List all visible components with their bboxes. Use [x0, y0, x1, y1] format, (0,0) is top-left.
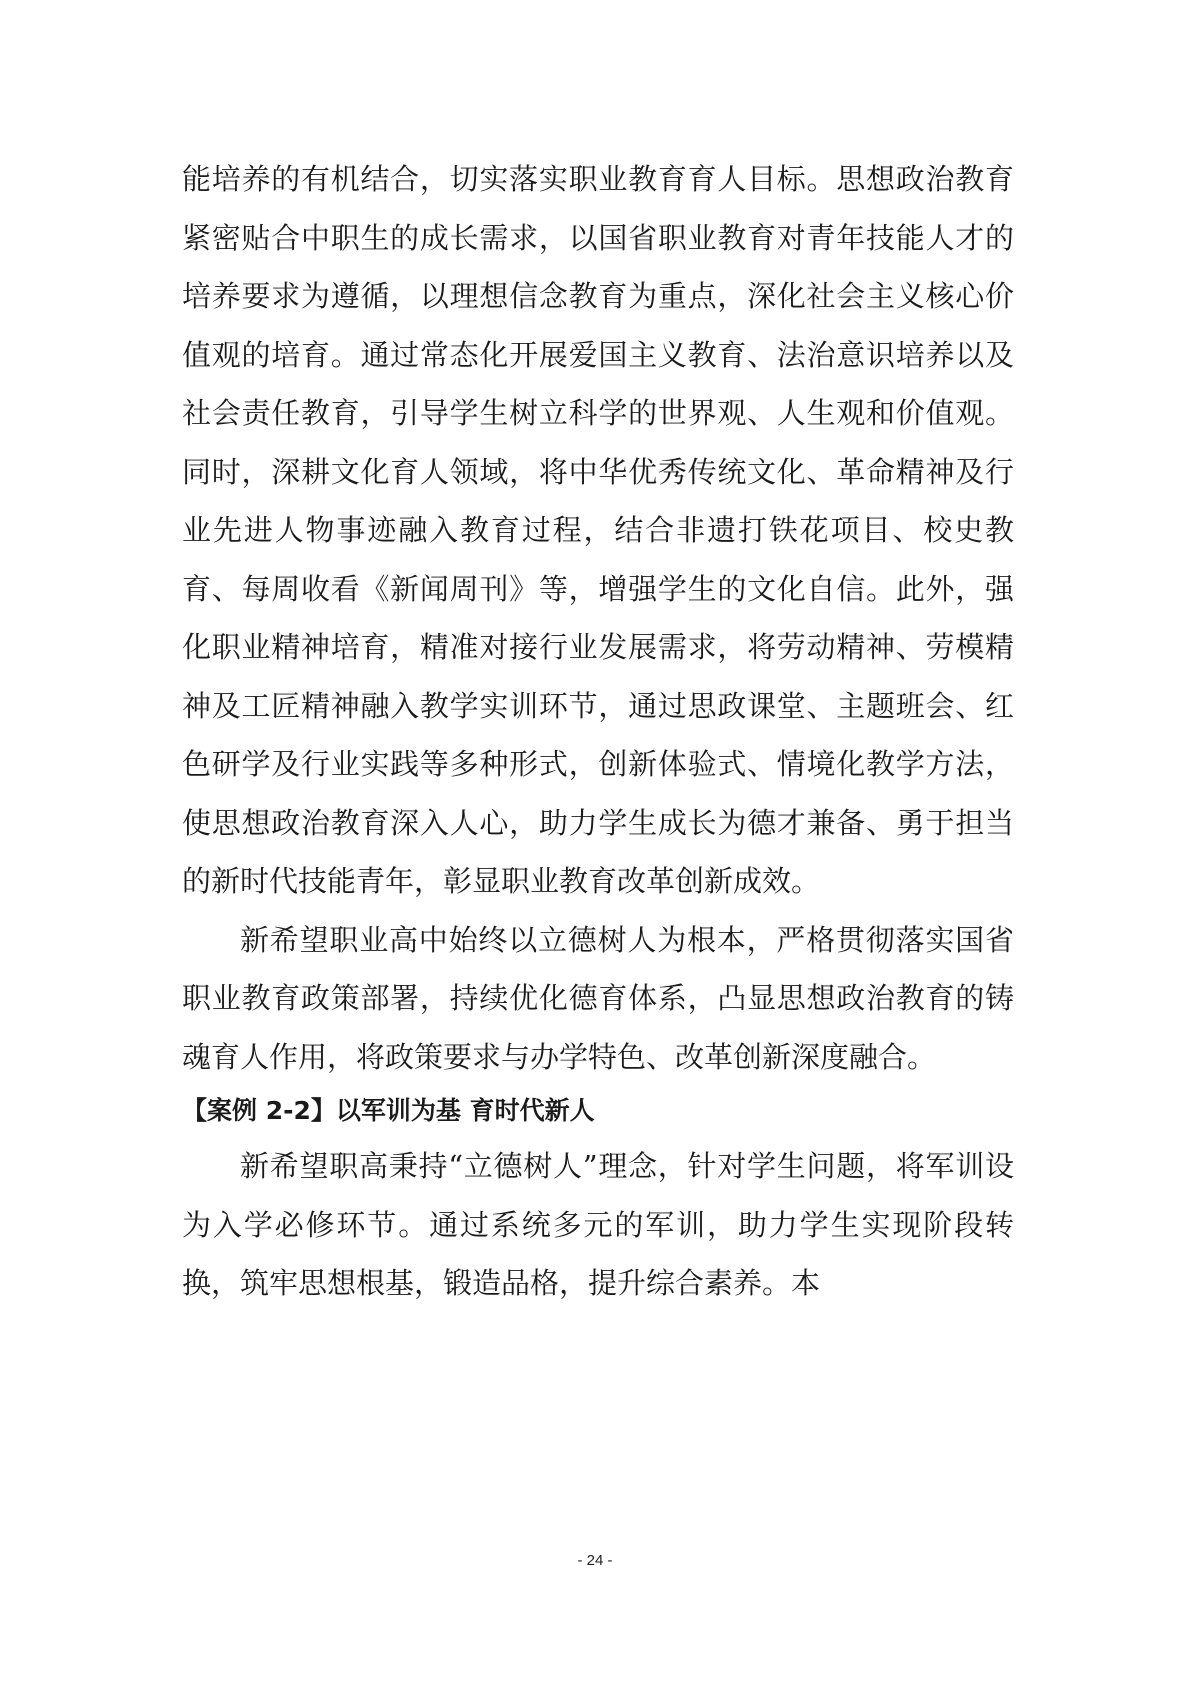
case-heading: 【案例 2-2】以军训为基 育时代新人 — [182, 1096, 595, 1125]
case-paragraph: 新希望职高秉持“立德树人”理念，针对学生问题，将军训设为入学必修环节。通过系统多元的军训，助力学生实现阶段转换，筑牢思想根基，锻造品格，提升综合素养。本 — [182, 1149, 1014, 1300]
body-paragraph-2: 新希望职业高中始终以立德树人为根本，严格贯彻落实国省职业教育政策部署，持续优化德育体系，凸显思想政治教育的铸魂育人作用，将政策要求与办学特色、改革创新深度融合。 — [182, 922, 1014, 1074]
page-body — [182, 150, 1014, 1313]
page-number: - 24 - — [577, 1552, 613, 1569]
body-paragraph-1: 能培养的有机结合，切实落实职业教育育人目标。思想政治教育紧密贴合中职生的成长需求，以国省职业教育对青年技能人才的培养要求为遵循，以理想信念教育为重点，深化社会主义核心价值观的培育。通过常态化开展爱国主义教育、法治意识培养以及社会责任教育，引导学生树立科学的世界观、人生观和价值观。同时，深耕文化育人领域，将中华优秀传统文化、革命精神及行业先进人物事迹融入教育过程，结合非遗打铁花项目、校史教育、每周收看《新闻周刊》等，增强学生的文化自信。此外，强化职业精神培育，精准对接行业发展需求，将劳动精神、劳模精神及工匠精神融入教学实训环节，通过思政课堂、主题班会、红色研学及行业实践等多种形式，创新体验式、情境化教学方法，使思想政治教育深入人心，助力学生成长为德才兼备、勇于担当的新时代技能青年，彰显职业教育改革创新成效。 — [182, 162, 1014, 898]
